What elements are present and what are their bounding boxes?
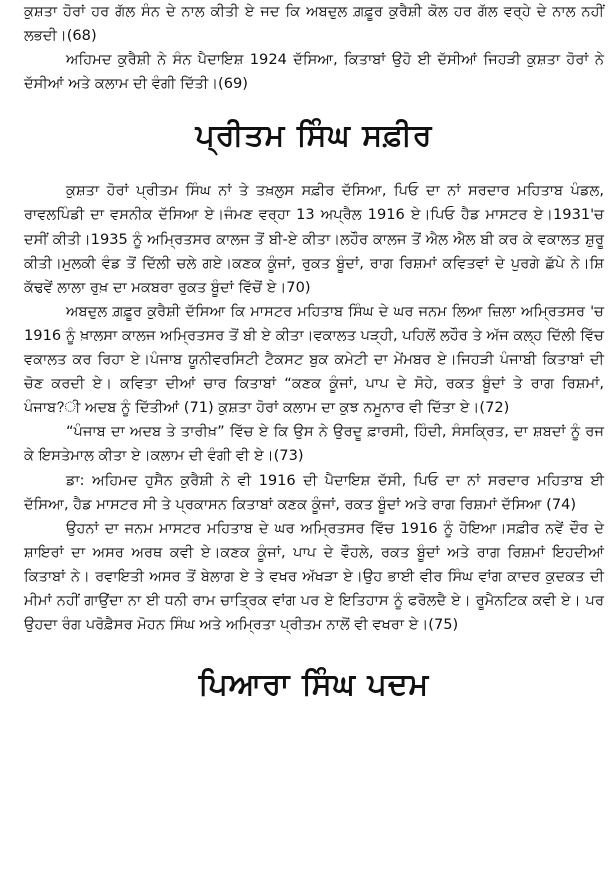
paragraph-71-72: ਅਬਦੁਲ ਗ਼ਫ਼ੂਰ ਕੁਰੈਸ਼ੀ ਦੱਸਿਆ ਕਿ ਮਾਸਟਰ ਮਹਿਤਾਬ ਸਿੰਘ ਦੇ ਘਰ ਜਨਮ ਲਿਆ ਜ਼ਿਲਾ ਅਮ੍ਰਿਤਸਰ 'ਚ 1916 ਨੂੰ ਖ਼ਾਲਸਾ ਕਾਲਜ ਅਮ੍ਰਿਤਸਰ ਤੋਂ ਬੀ ਏ ਕੀਤਾ।ਵਕਾਲਤ ਪੜ੍ਹੀ, ਪਹਿਲੋਂ ਲਹੌਰ ਤੇ ਅੱਜ ਕਲ੍ਹ ਦਿੱਲੀ ਵਿੱਚ ਵਕਾਲਤ ਕਰ ਰਿਹਾ ਏ।ਪੰਜਾਬ ਯੂਨੀਵਰਸਿਟੀ ਟੈਕਸਟ ਬੁਕ ਕਮੇਟੀ ਦਾ ਮੇਂਮਬਰ ਏ।ਜਿਹੜੀ ਪੰਜਾਬੀ ਕਿਤਾਬਾਂ ਦੀ ਚੋਣ ਕਰਦੀ ਏ। ਕਵਿਤਾ ਦੀਆਂ ਚਾਰ ਕਿਤਾਬਾਂ “ਕਣਕ ਕੂੰਜਾਂ, ਪਾਪ ਦੇ ਸੋਹੇ, ਰਕਤ ਬੂੰਦਾਂ ਤੇ ਰਾਗ ਰਿਸ਼ਮਾਂ, ਪੰਜਾਬ?ੀ ਅਦਬ ਨੂੰ ਦਿੱਤੀਆਂ (71) ਕੁਸ਼ਤਾ ਹੋਰਾਂ ਕਲਾਮ ਦਾ ਕੁਝ ਨਮੂਨਾਰ ਵੀ ਦਿੱਤਾ ਏ।(72) [24, 302, 604, 417]
paragraph-75: ਉਹਨਾਂ ਦਾ ਜਨਮ ਮਾਸਟਰ ਮਹਿਤਾਬ ਦੇ ਘਰ ਅਮ੍ਰਿਤਸਰ ਵਿੱਚ 1916 ਨੂੰ ਹੋਇਆ।ਸਫ਼ੀਰ ਨਵੇਂ ਦੌਰ ਦੇ ਸ਼ਾਇਰਾਂ ਦਾ ਅਸਰ ਅਰਥ ਕਵੀ ਏ।ਕਣਕ ਕੂੰਜਾਂ, ਪਾਪ ਦੇ ਵੌਹਲੇ, ਰਕਤ ਬੂੰਦਾਂ ਅਤੇ ਰਾਗ ਰਿਸ਼ਮਾਂ ਇਹਦੀਆਂ ਕਿਤਾਬਾਂ ਨੇ। ਰਵਾਇਤੀ ਅਸਰ ਤੋਂ ਬੇਲਾਗ ਏ ਤੇ ਵਖਰ ਅੱਖੜਾ ਏ।ਉਹ ਭਾਈ ਵੀਰ ਸਿੰਘ ਵਾਂਗ ਕਾਦਰ ਕੁਦਕਤ ਦੀ ਮੀਮਾਂ ਨਹੀਂ ਗਾਉਂਦਾ ਨਾ ਈ ਧਨੀ ਰਾਮ ਚਾਤ੍ਰਿਕ ਵਾਂਗ ਪਰ ਏ ਇਤਿਹਾਸ ਨੂੰ ਫਰੋਲਦੈ ਏ। ਰੂਮੈਨਟਿਕ ਕਵੀ ਏ। ਪਰ ਉਹਦਾ ਰੰਗ ਪਰੋਫ਼ੈਸਰ ਮੋਹਨ ਸਿੰਘ ਅਤੇ ਅਮ੍ਰਿਤਾ ਪ੍ਰੀਤਮ ਨਾਲੋਂ ਵੀ ਵਖਰਾ ਏ।(75) [24, 519, 604, 634]
paragraph-74: ਡਾ: ਅਹਿਮਦ ਹੁਸੈਨ ਕੁਰੈਸ਼ੀ ਨੇ ਵੀ 1916 ਦੀ ਪੈਦਾਇਸ਼ ਦੱਸੀ, ਪਿਓ ਦਾ ਨਾਂ ਸਰਦਾਰ ਮਹਿਤਾਬ ਈ ਦੱਸਿਆ, ਹੈਡ ਮਾਸਟਰ ਸੀ ਤੇ ਪ੍ਰਕਾਸਨ ਕਿਤਾਬਾਂ ਕਣਕ ਕੂੰਜਾਂ, ਰਕਤ ਬੂੰਦਾਂ ਅਤੇ ਰਾਗ ਰਿਸ਼ਮਾਂ ਦੱਸਿਆ (74) [24, 471, 604, 513]
section-heading-piara-singh-padam: ਪਿਆਰਾ ਸਿੰਘ ਪਦਮ [198, 667, 430, 703]
paragraph-69: ਅਹਿਮਦ ਕੁਰੈਸ਼ੀ ਨੇ ਸੰਨ ਪੈਦਾਇਸ਼ 1924 ਦੱਸਿਆ, ਕਿਤਾਬਾਂ ਉਹੋ ਈ ਦੱਸੀਆਂ ਜਿਹੜੀ ਕੁਸ਼ਤਾ ਹੋਰਾਂ ਨੇ ਦੱਸੀਆਂ ਅਤੇ ਕਲਾਮ ਦੀ ਵੰਗੀ ਦਿੱਤੀ।(69) [24, 51, 604, 93]
page-content [24, 0, 604, 702]
paragraph-73: “ਪੰਜਾਬ ਦਾ ਅਦਬ ਤੇ ਤਾਰੀਖ਼” ਵਿੱਚ ਏ ਕਿ ਉਸ ਨੇ ਉਰਦੂ ਫ਼ਾਰਸੀ, ਹਿੰਦੀ, ਸੰਸਕ੍ਰਿਤ, ਦਾ ਸ਼ਬਦਾਂ ਨੂੰ ਰਜ ਕੇ ਇਸਤੇਮਾਲ ਕੀਤਾ ਏ।ਕਲਾਮ ਦੀ ਵੰਗੀ ਵੀ ਏ।(73) [24, 423, 604, 465]
paragraph-68: ਕੁਸ਼ਤਾ ਹੋਰਾਂ ਹਰ ਗੱਲ ਸੰਨ ਦੇ ਨਾਲ ਕੀਤੀ ਏ ਜਦ ਕਿ ਅਬਦੁਲ ਗ਼ਫ਼ੂਰ ਕੁਰੈਸ਼ੀ ਕੋਲ ਹਰ ਗੱਲ ਵਰ੍ਹੇ ਦੇ ਨਾਲ ਨਹੀਂ ਲਭਦੀ।(68) [24, 3, 604, 45]
section-heading-pritam-singh-safir: ਪ੍ਰੀਤਮ ਸਿੰਘ ਸਫ਼ੀਰ [195, 118, 433, 154]
paragraph-70: ਕੁਸ਼ਤਾ ਹੋਰਾਂ ਪ੍ਰੀਤਮ ਸਿੰਘ ਨਾਂ ਤੇ ਤਖ਼ਲੁਸ ਸਫ਼ੀਰ ਦੱਸਿਆ, ਪਿਓ ਦਾ ਨਾਂ ਸਰਦਾਰ ਮਹਿਤਾਬ ਪੰਡਲ, ਰਾਵਲਪਿੰਡੀ ਦਾ ਵਸਨੀਕ ਦੱਸਿਆ ਏ।ਜੰਮਣ ਵਰ੍ਹਾ 13 ਅਪ੍ਰੈਲ 1916 ਏ।ਪਿਓ ਹੈਡ ਮਾਸਟਰ ਏ।1931'ਚ ਦਸੀਂ ਕੀਤੀ।1935 ਨੂੰ ਅਮ੍ਰਿਤਸਰ ਕਾਲਜ ਤੋਂ ਬੀ-ਏ ਕੀਤਾ।ਲਹੌਰ ਕਾਲਜ ਤੋਂ ਐਲ ਐਲ ਬੀ ਕਰ ਕੇ ਵਕਾਲਤ ਸ਼ੁਰੂ ਕੀਤੀ।ਮੁਲਕੀ ਵੰਡ ਤੋਂ ਦਿੱਲੀ ਚਲੇ ਗਏ।ਕਣਕ ਕੂੰਜਾਂ, ਰੁਕਤ ਬੂੰਦਾਂ, ਰਾਗ ਰਿਸ਼ਮਾਂ ਕਵਿਤਵਾਂ ਦੇ ਪੁਰਗੇ ਛੱਪੇ ਨੇ।ਸ਼ਿ ਕੱਢਵੇਂ ਲਾਲਾ ਰੁਖ਼ ਦਾ ਮਕਬਰਾ ਰੁਕਤ ਬੂੰਦਾਂ ਵਿੱਚੋਂ ਏ।70) [24, 182, 604, 296]
